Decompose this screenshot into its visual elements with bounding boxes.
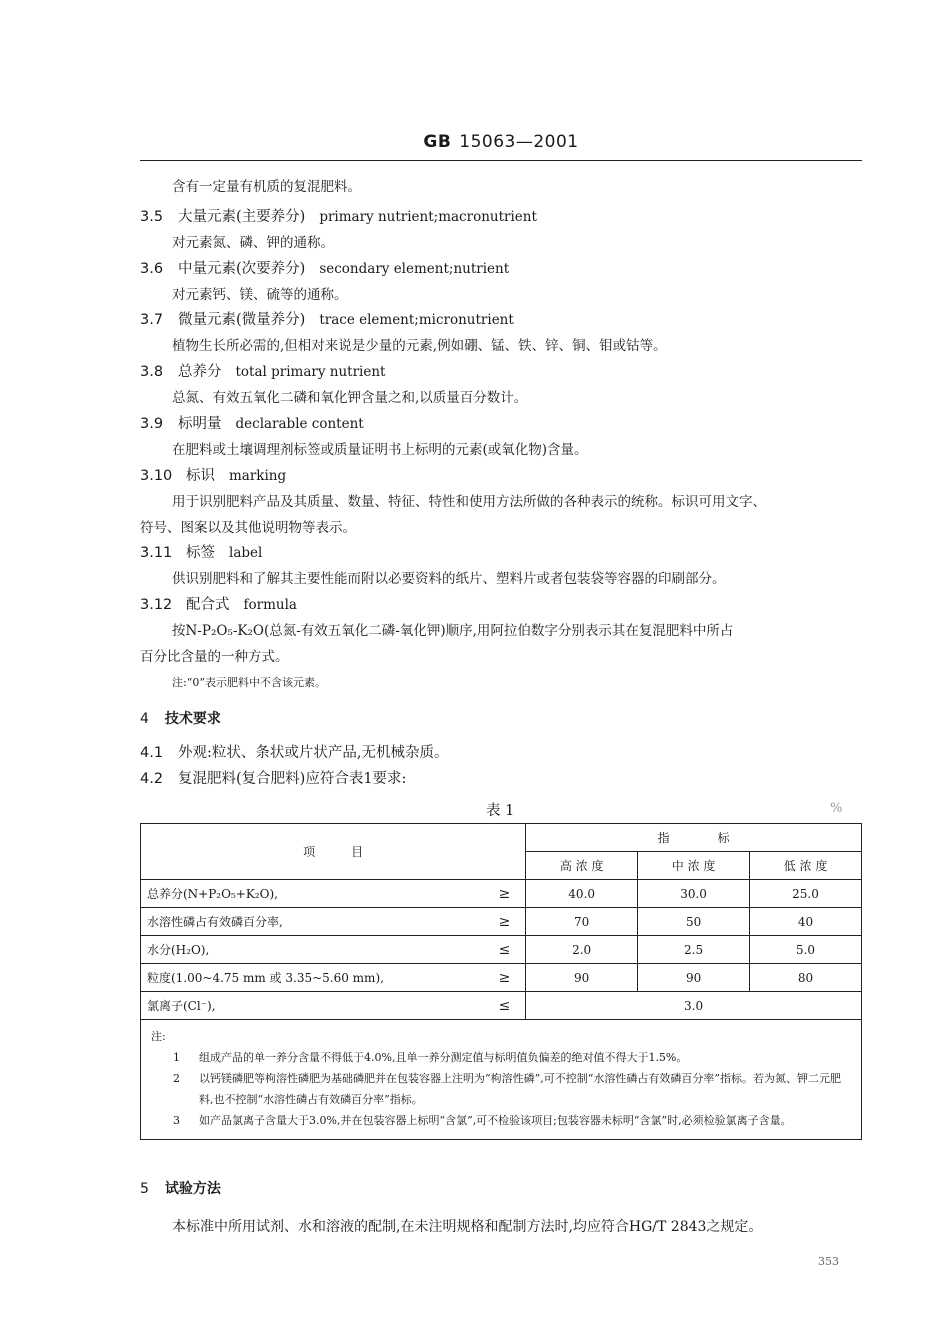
clause-3-7 bbox=[140, 311, 514, 329]
note-item bbox=[151, 1068, 849, 1110]
section-title: 技术要求 bbox=[164, 711, 221, 727]
clause-term-zh: 大量元素(主要养分) bbox=[178, 209, 306, 225]
table-notes-row bbox=[141, 1020, 862, 1140]
row-symbol: ≥ bbox=[484, 964, 526, 992]
table-unit: % bbox=[830, 801, 843, 816]
clause-number: 3.8 bbox=[140, 364, 164, 380]
clause-number: 3.6 bbox=[140, 261, 164, 277]
row-value: 25.0 bbox=[750, 880, 862, 908]
table-title: 表 1 bbox=[486, 803, 515, 819]
clause-3-12 bbox=[140, 596, 297, 614]
row-value: 40 bbox=[750, 908, 862, 936]
clause-3-6 bbox=[140, 260, 509, 278]
row-symbol: ≤ bbox=[484, 992, 526, 1020]
row-value: 80 bbox=[750, 964, 862, 992]
table-row bbox=[141, 880, 862, 908]
clause-3-8 bbox=[140, 363, 385, 381]
note-number: 1 bbox=[173, 1051, 180, 1064]
clause-term-en: marking bbox=[229, 468, 287, 484]
row-label: 粒度(1.00~4.75 mm 或 3.35~5.60 mm), bbox=[141, 964, 484, 992]
header-item-cell: 项 目 bbox=[141, 824, 526, 880]
section-number: 5 bbox=[140, 1181, 149, 1197]
clause-number: 3.12 bbox=[140, 597, 173, 613]
table-notes bbox=[141, 1020, 862, 1140]
row-value: 2.5 bbox=[638, 936, 750, 964]
row-label: 水溶性磷占有效磷百分率, bbox=[141, 908, 484, 936]
clause-term-en: total primary nutrient bbox=[235, 364, 386, 380]
row-symbol: ≤ bbox=[484, 936, 526, 964]
clause-definition: 总氮、有效五氧化二磷和氧化钾含量之和,以质量百分数计。 bbox=[172, 390, 528, 406]
row-symbol: ≥ bbox=[484, 908, 526, 936]
row-value: 5.0 bbox=[750, 936, 862, 964]
intro-line: 含有一定量有机质的复混肥料。 bbox=[172, 179, 361, 195]
col-header-high: 高 浓 度 bbox=[526, 852, 638, 880]
clause-term-en: primary nutrient;macronutrient bbox=[319, 209, 537, 225]
note-item bbox=[151, 1110, 849, 1131]
row-value: 2.0 bbox=[526, 936, 638, 964]
clause-term-en: label bbox=[229, 545, 263, 561]
clause-definition-continued: 符号、图案以及其他说明物等表示。 bbox=[140, 520, 356, 536]
requirements-table bbox=[140, 823, 862, 1140]
clause-3-5 bbox=[140, 208, 537, 226]
table-header-row bbox=[141, 824, 862, 852]
clause-definition-continued: 百分比含量的一种方式。 bbox=[140, 649, 289, 665]
header-prefix: GB bbox=[423, 132, 452, 152]
clause-number: 4.2 bbox=[140, 771, 164, 787]
section-title: 试验方法 bbox=[164, 1181, 221, 1197]
row-label: 水分(H₂O), bbox=[141, 936, 484, 964]
clause-term-zh: 总养分 bbox=[178, 364, 222, 380]
note-number: 3 bbox=[173, 1114, 180, 1127]
clause-number: 3.11 bbox=[140, 545, 173, 561]
clause-term-zh: 中量元素(次要养分) bbox=[178, 261, 306, 277]
clause-definition: 对元素氮、磷、钾的通称。 bbox=[172, 235, 334, 251]
row-value: 50 bbox=[638, 908, 750, 936]
table-row bbox=[141, 936, 862, 964]
clause-term-en: declarable content bbox=[235, 416, 364, 432]
clause-term-zh: 标明量 bbox=[178, 416, 222, 432]
row-label: 总养分(N+P₂O₅+K₂O), bbox=[141, 880, 484, 908]
col-header-medium: 中 浓 度 bbox=[638, 852, 750, 880]
section-5-text: 本标准中所用试剂、水和溶液的配制,在未注明规格和配制方法时,均应符合HG/T 2843之规定。 bbox=[172, 1219, 763, 1235]
clause-definition: 植物生长所必需的,但相对来说是少量的元素,例如硼、锰、铁、锌、铜、钼或钴等。 bbox=[172, 338, 667, 354]
note-text: 以钙镁磷肥等枸溶性磷肥为基础磷肥并在包装容器上注明为“枸溶性磷”,可不控制“水溶性磷占有效磷百分率”指标。若为氮、钾二元肥料,也不控制“水溶性磷占有效磷百分率”指标。 bbox=[199, 1072, 841, 1106]
table-row bbox=[141, 964, 862, 992]
formula-note: 注:“0”表示肥料中不含该元素。 bbox=[172, 676, 326, 689]
clause-term-zh: 配合式 bbox=[186, 597, 230, 613]
clause-text: 复混肥料(复合肥料)应符合表1要求: bbox=[178, 771, 407, 787]
note-item bbox=[151, 1047, 849, 1068]
row-value: 40.0 bbox=[526, 880, 638, 908]
clause-number: 3.9 bbox=[140, 416, 164, 432]
section-4-heading bbox=[140, 710, 221, 728]
row-value: 70 bbox=[526, 908, 638, 936]
clause-term-en: formula bbox=[243, 597, 297, 613]
notes-label: 注: bbox=[151, 1030, 166, 1043]
clause-term-zh: 标识 bbox=[186, 468, 215, 484]
header-number: 15063—2001 bbox=[459, 132, 579, 152]
header-index-cell: 指 标 bbox=[526, 824, 862, 852]
section-number: 4 bbox=[140, 711, 149, 727]
standard-header bbox=[140, 132, 862, 152]
clause-3-9 bbox=[140, 415, 364, 433]
clause-definition: 按N-P₂O₅-K₂O(总氮-有效五氧化二磷-氧化钾)顺序,用阿拉伯数字分别表示其在复混肥料中所占 bbox=[172, 623, 734, 639]
clause-3-11 bbox=[140, 544, 262, 562]
clause-number: 3.10 bbox=[140, 468, 173, 484]
row-symbol: ≥ bbox=[484, 880, 526, 908]
page-number: 353 bbox=[818, 1255, 839, 1268]
clause-number: 4.1 bbox=[140, 745, 164, 761]
clause-4-1 bbox=[140, 744, 449, 762]
clause-term-en: secondary element;nutrient bbox=[319, 261, 510, 277]
clause-number: 3.5 bbox=[140, 209, 164, 225]
row-value: 30.0 bbox=[638, 880, 750, 908]
clause-3-10 bbox=[140, 467, 286, 485]
clause-term-zh: 微量元素(微量养分) bbox=[178, 312, 306, 328]
clause-definition: 供识别肥料和了解其主要性能而附以必要资料的纸片、塑料片或者包装袋等容器的印刷部分。 bbox=[172, 571, 726, 587]
clause-term-en: trace element;micronutrient bbox=[319, 312, 514, 328]
table-row bbox=[141, 992, 862, 1020]
section-5-heading bbox=[140, 1180, 221, 1198]
row-value: 90 bbox=[526, 964, 638, 992]
col-header-low: 低 浓 度 bbox=[750, 852, 862, 880]
note-number: 2 bbox=[173, 1072, 180, 1085]
clause-text: 外观:粒状、条状或片状产品,无机械杂质。 bbox=[178, 745, 449, 761]
row-label: 氯离子(Cl⁻), bbox=[141, 992, 484, 1020]
table-row bbox=[141, 908, 862, 936]
clause-term-zh: 标签 bbox=[186, 545, 215, 561]
clause-4-2 bbox=[140, 770, 406, 788]
clause-number: 3.7 bbox=[140, 312, 164, 328]
clause-definition: 用于识别肥料产品及其质量、数量、特征、特性和使用方法所做的各种表示的统称。标识可用文字、 bbox=[172, 494, 766, 510]
row-merged-value: 3.0 bbox=[526, 992, 862, 1020]
note-text: 如产品氯离子含量大于3.0%,并在包装容器上标明“含氯”,可不检验该项目;包装容器未标明“含氯”时,必须检验氯离子含量。 bbox=[199, 1114, 792, 1127]
row-value: 90 bbox=[638, 964, 750, 992]
clause-definition: 在肥料或土壤调理剂标签或质量证明书上标明的元素(或氧化物)含量。 bbox=[172, 442, 588, 458]
note-text: 组成产品的单一养分含量不得低于4.0%,且单一养分测定值与标明值负偏差的绝对值不得大于1.5%。 bbox=[199, 1051, 688, 1064]
clause-definition: 对元素钙、镁、硫等的通称。 bbox=[172, 287, 348, 303]
header-rule bbox=[140, 160, 862, 161]
